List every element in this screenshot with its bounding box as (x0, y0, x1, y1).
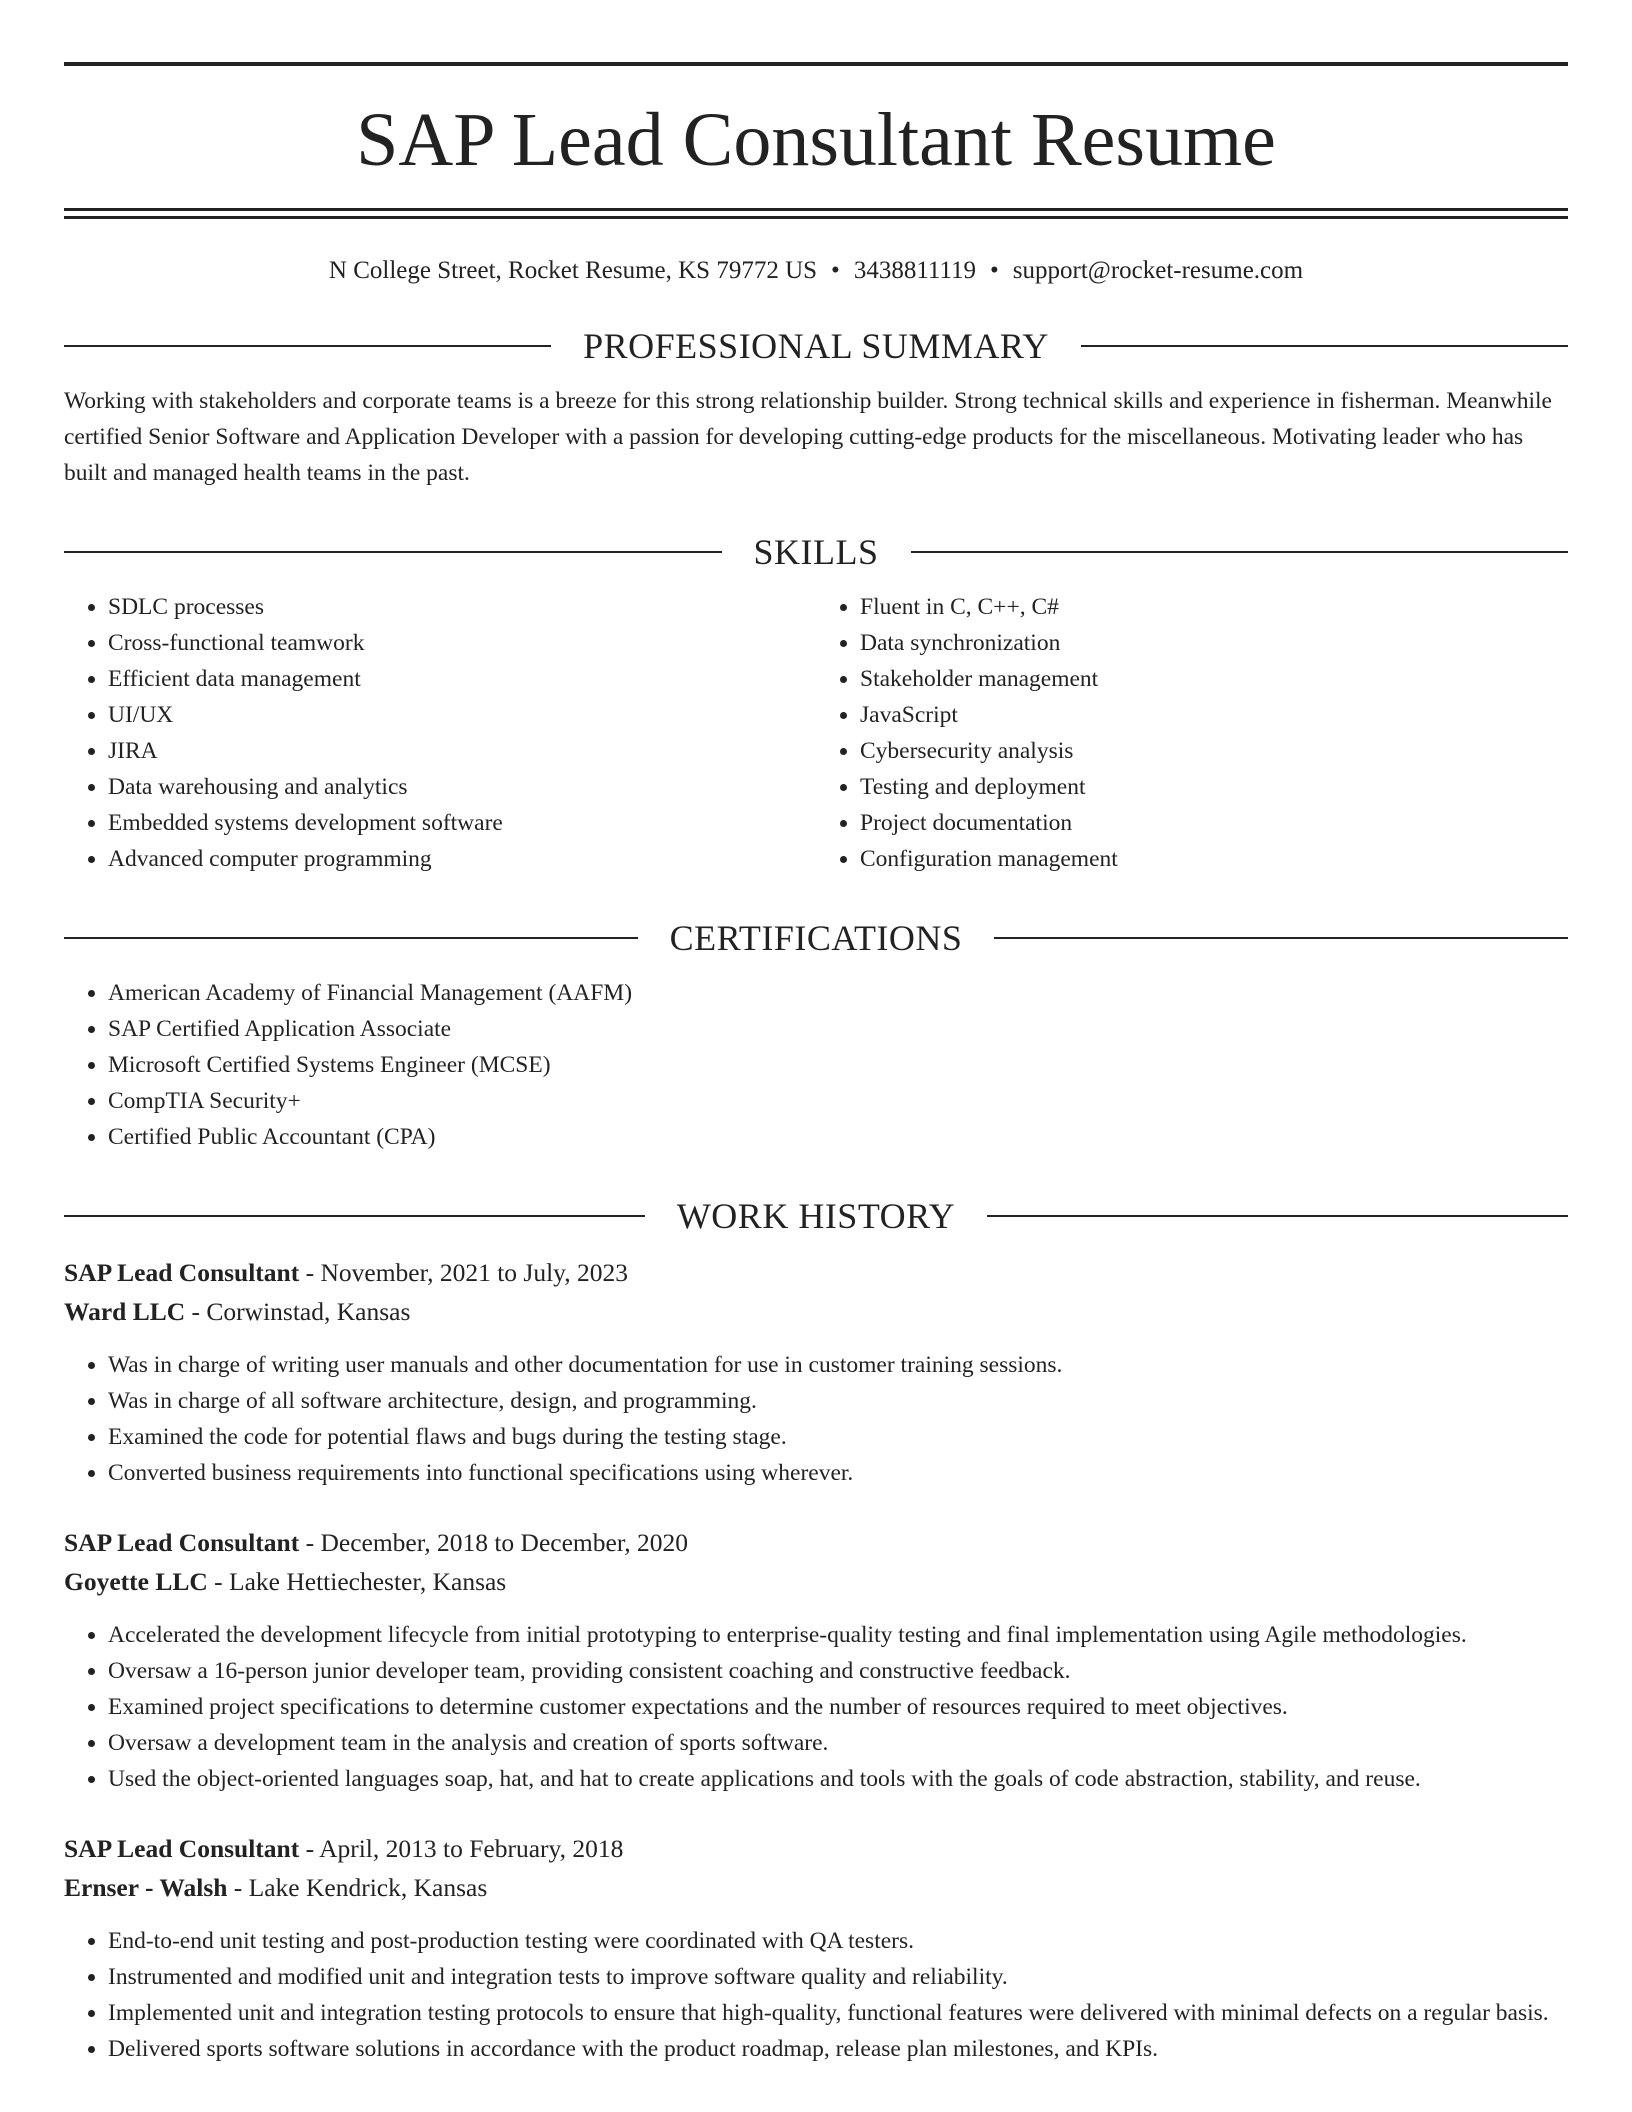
job-company-line (64, 1292, 1568, 1331)
skill-item: • Testing and deployment (860, 769, 1568, 805)
heading-rule (64, 345, 551, 347)
resume-page (64, 0, 1568, 2067)
certification-item: • Certified Public Accountant (CPA) (108, 1119, 1568, 1155)
skills-column-right (816, 589, 1568, 877)
job-dates: - November, 2021 to July, 2023 (299, 1258, 629, 1287)
certification-item: • SAP Certified Application Associate (108, 1011, 1568, 1047)
skill-item: • Cross-functional teamwork (108, 625, 816, 661)
skill-item: • Advanced computer programming (108, 841, 816, 877)
heading-rule (64, 551, 722, 553)
skills-heading: SKILLS (753, 532, 879, 572)
skill-item: • Efficient data management (108, 661, 816, 697)
job-bullet: • Was in charge of writing user manuals and other documentation for use in customer training sessions. (108, 1347, 1568, 1383)
job-company: Ernser - Walsh (64, 1873, 228, 1902)
job-bullet: • Examined the code for potential flaws and bugs during the testing stage. (108, 1419, 1568, 1455)
job-role: SAP Lead Consultant (64, 1834, 300, 1863)
section-heading-certifications (64, 917, 1568, 959)
skill-item: • UI/UX (108, 697, 816, 733)
job-bullet: • Used the object-oriented languages soap, hat, and hat to create applications and tools with the goals of code abstraction, stability, and reuse. (108, 1761, 1568, 1797)
summary-text: Working with stakeholders and corporate teams is a breeze for this strong relationship builder. Strong technical skills and experience in fisherman. Meanwhile certified Senior Software and Application Developer with a passion for developing cutting-edge products for the miscellaneous. Motivating leader who has built and managed health teams in the past. (64, 388, 1552, 486)
skill-item: • Data synchronization (860, 625, 1568, 661)
job-bullets (64, 1617, 1568, 1797)
job-bullet: • Instrumented and modified unit and integration tests to improve software quality and reliability. (108, 1959, 1568, 1995)
job-bullet: • Accelerated the development lifecycle from initial prototyping to enterprise-quality testing and final implementation using Agile methodologies. (108, 1617, 1568, 1653)
job-entry (64, 1253, 1568, 1491)
job-role: SAP Lead Consultant (64, 1258, 300, 1287)
skill-item: • Data warehousing and analytics (108, 769, 816, 805)
skills-column-left (64, 589, 816, 877)
contact-separator: • (990, 257, 999, 284)
section-heading-work-history (64, 1195, 1568, 1237)
job-title-line (64, 1829, 1568, 1868)
job-bullet: • End-to-end unit testing and post-production testing were coordinated with QA testers. (108, 1923, 1568, 1959)
job-role: SAP Lead Consultant (64, 1528, 300, 1557)
job-location: - Lake Kendrick, Kansas (227, 1873, 488, 1902)
job-bullet: • Was in charge of all software architecture, design, and programming. (108, 1383, 1568, 1419)
title-double-rule (64, 208, 1568, 219)
contact-address: N College Street, Rocket Resume, KS 79772 US (328, 257, 818, 284)
heading-rule (994, 937, 1568, 939)
job-bullet: • Implemented unit and integration testing protocols to ensure that high-quality, functional features were delivered with minimal defects on a regular basis. (108, 1995, 1568, 2031)
job-company: Goyette LLC (64, 1567, 208, 1596)
job-title-line (64, 1523, 1568, 1562)
section-heading-summary (64, 325, 1568, 367)
skill-item: • Stakeholder management (860, 661, 1568, 697)
heading-rule (911, 551, 1569, 553)
skill-item: • JavaScript (860, 697, 1568, 733)
job-company-line (64, 1868, 1568, 1907)
section-heading-skills (64, 531, 1568, 573)
job-entry (64, 1829, 1568, 2067)
certifications-list (64, 975, 1568, 1155)
skill-item: • Project documentation (860, 805, 1568, 841)
skill-item: • JIRA (108, 733, 816, 769)
certification-item: • CompTIA Security+ (108, 1083, 1568, 1119)
heading-rule (64, 937, 638, 939)
contact-separator: • (831, 257, 840, 284)
job-bullet: • Converted business requirements into functional specifications using wherever. (108, 1455, 1568, 1491)
skill-item: • Embedded systems development software (108, 805, 816, 841)
contact-email: support@rocket-resume.com (1012, 257, 1304, 284)
skill-item: • Configuration management (860, 841, 1568, 877)
job-bullet: • Delivered sports software solutions in accordance with the product roadmap, release plan milestones, and KPIs. (108, 2031, 1568, 2067)
summary-heading: PROFESSIONAL SUMMARY (583, 326, 1049, 366)
job-bullets (64, 1923, 1568, 2067)
certifications-heading: CERTIFICATIONS (669, 918, 963, 958)
job-bullet: • Oversaw a development team in the analysis and creation of sports software. (108, 1725, 1568, 1761)
certification-item: • Microsoft Certified Systems Engineer (MCSE) (108, 1047, 1568, 1083)
heading-rule (987, 1215, 1568, 1217)
job-bullet: • Examined project specifications to determine customer expectations and the number of resources required to meet objectives. (108, 1689, 1568, 1725)
resume-title: SAP Lead Consultant Resume (356, 98, 1276, 182)
job-bullets (64, 1347, 1568, 1491)
job-company: Ward LLC (64, 1297, 186, 1326)
contact-line (64, 257, 1568, 285)
contact-phone: 3438811119 (853, 257, 977, 284)
job-dates: - December, 2018 to December, 2020 (299, 1528, 689, 1557)
job-title-line (64, 1253, 1568, 1292)
skill-item: • SDLC processes (108, 589, 816, 625)
work-history-heading: WORK HISTORY (676, 1196, 956, 1236)
job-bullet: • Oversaw a 16-person junior developer team, providing consistent coaching and constructive feedback. (108, 1653, 1568, 1689)
heading-rule (64, 1215, 645, 1217)
skills-list (64, 589, 1568, 877)
skill-item: • Fluent in C, C++, C# (860, 589, 1568, 625)
job-dates: - April, 2013 to February, 2018 (299, 1834, 624, 1863)
job-location: - Corwinstad, Kansas (185, 1297, 411, 1326)
job-location: - Lake Hettiechester, Kansas (207, 1567, 507, 1596)
heading-rule (1081, 345, 1568, 347)
job-company-line (64, 1562, 1568, 1601)
certification-item: • American Academy of Financial Management (AAFM) (108, 975, 1568, 1011)
job-entry (64, 1523, 1568, 1797)
skill-item: • Cybersecurity analysis (860, 733, 1568, 769)
